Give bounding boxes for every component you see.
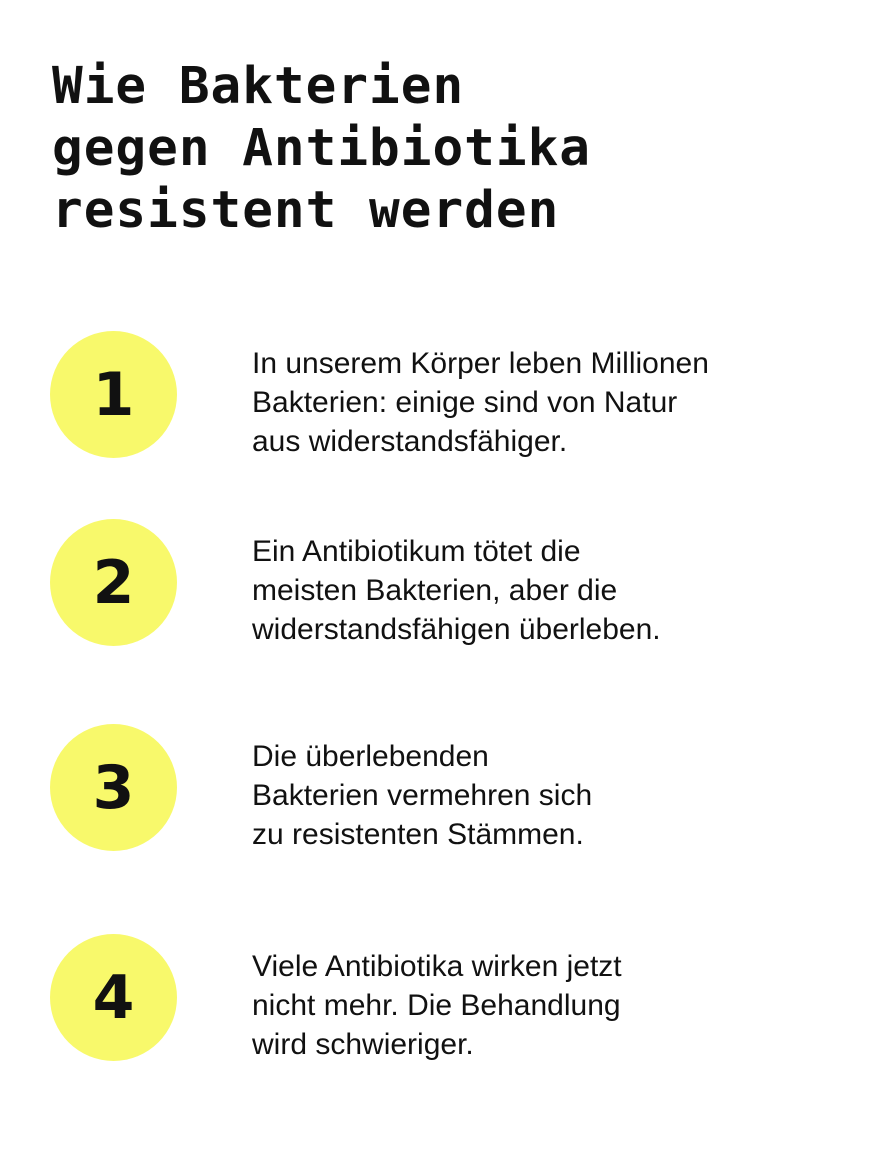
step-text-line: wird schwieriger. [252,1028,474,1061]
step-1 [50,331,830,459]
step-text-line: nicht mehr. Die Behandlung [252,989,621,1022]
step-text-line: zu resistenten Stämmen. [252,818,584,851]
title-line: Wie Bakterien [52,57,465,116]
step-text-line: meisten Bakterien, aber die [252,574,618,607]
step-text-line: Die überlebenden [252,740,489,773]
step-3 [50,724,830,852]
step-number-badge: 2 [50,519,177,646]
step-text-line: widerstandsfähigen überleben. [252,613,661,646]
step-text-line: Viele Antibiotika wirken jetzt [252,950,622,983]
step-text-line: Bakterien vermehren sich [252,779,593,812]
step-number-badge: 4 [50,934,177,1061]
step-4 [50,934,830,1062]
step-2 [50,519,830,647]
step-text-line: Bakterien: einige sind von Natur [252,386,678,419]
step-text-line: In unserem Körper leben Millionen [252,347,709,380]
step-number-badge: 1 [50,331,177,458]
title-line: gegen Antibiotika [52,119,591,178]
step-text-line: Ein Antibiotikum tötet die [252,535,581,568]
step-text-line: aus widerstandsfähiger. [252,425,568,458]
page-title [52,56,832,242]
step-description [252,737,812,854]
step-description [252,344,812,461]
title-line: resistent werden [52,181,560,240]
step-description [252,947,812,1064]
step-number-badge: 3 [50,724,177,851]
step-description [252,532,812,649]
